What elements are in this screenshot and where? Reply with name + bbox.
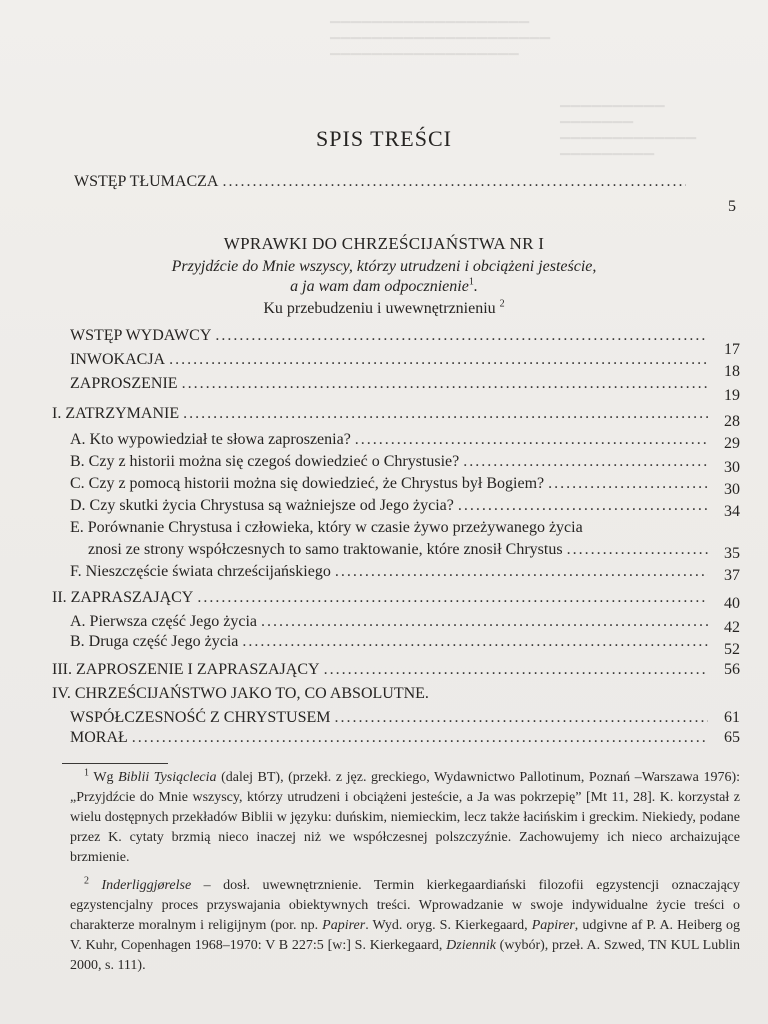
toc-entry[interactable] (74, 172, 692, 192)
toc-entry-label: znosi ze strony współczesnych to samo traktowanie, które znosił Chrystus (88, 541, 563, 558)
footnote-number: 1 (84, 767, 89, 779)
section-subtitle: Ku przebudzeniu i uwewnętrznieniu $^2$ (263, 298, 505, 317)
leader-dots (355, 430, 708, 450)
section-title: WPRAWKI DO CHRZEŚCIJAŃSTWA NR I (223, 234, 545, 253)
section-quote-line1: Przyjdźcie do Mnie wszyscy, którzy utrudzeni i obciążeni jesteście, (171, 258, 597, 275)
toc-entry[interactable] (70, 326, 740, 358)
toc-entry[interactable] (52, 588, 740, 612)
toc-entry[interactable] (70, 496, 740, 520)
toc-entry[interactable] (70, 632, 740, 658)
toc-entry[interactable] (70, 474, 740, 498)
leader-dots (335, 562, 708, 582)
toc-entry-page: 34 (724, 503, 740, 520)
toc-entry[interactable] (70, 350, 740, 380)
toc-entry-line1 (52, 684, 740, 704)
footnote-ref[interactable]: 2 (499, 298, 505, 310)
toc-entry-label: WSTĘP WYDAWCY (70, 327, 212, 344)
bleed-through-text: ▁▁▁▁▁▁▁▁▁▁ ▁▁▁▁▁▁▁ ▁▁▁▁▁▁▁▁▁▁▁▁▁ ▁▁▁▁▁▁▁▁▁ (560, 92, 697, 155)
toc-entry-label: B. Czy z historii można się czegoś dowiedzieć o Chrystusie? (70, 453, 460, 470)
leader-dots (548, 474, 708, 494)
footnote-1: $^1$ Wg Biblii Tysiąclecia (dalej BT), (przekł. z jęz. greckiego, Wydawnictwo Pallotinum, Poznań –Warszawa 1976): „Przyjdźcie do Mnie wszyscy, którzy utrudzeni i obciążeni jesteście, a Ja was pokrzepię” [Mt 11, 28]. K. korzystał z wielu dostępnych przekładów Biblii w języku: duńskim, niemieckim, lecz także łacińskim i greckim. Niekiedy, podane przez K. cytaty brzmią nieco inaczej niż we współczesnej polszczyźnie. Zachowujemy ich nieco archaizujące brzmienie. (70, 767, 740, 865)
leader-dots (458, 496, 708, 516)
section-quote-line2: a ja wam dam odpocznienie$^1$. (290, 276, 478, 295)
leader-dots (183, 404, 708, 424)
toc-entry-page: 17 (724, 341, 740, 358)
leader-dots (242, 632, 708, 652)
toc-entry-label: WSTĘP TŁUMACZA (74, 173, 219, 190)
toc-entry-label: A. Pierwsza część Jego życia (70, 613, 258, 630)
toc-entry-page: 65 (724, 729, 740, 746)
toc-entry-page: 37 (724, 567, 740, 584)
toc-entry-page: 30 (724, 481, 740, 498)
bleed-through-text: ▁▁▁▁▁▁▁▁▁▁▁▁▁▁▁▁▁▁▁ ▁▁▁▁▁▁▁▁▁▁▁▁▁▁▁▁▁▁▁▁▁ ▁▁▁▁▁▁▁▁▁▁▁▁▁▁▁▁▁▁ (330, 8, 551, 55)
toc-entry-label: IV. CHRZEŚCIJAŃSTWO JAKO TO, CO ABSOLUTNE. (52, 685, 429, 702)
footnote-2: $^2$ Inderliggjørelse – dosł. uwewnętrznienie. Termin kierkegaardiański filozofii egzystencji oznaczający egzystencjalny proces przyswajania obiektywnych treści. Wprowadzanie w swoje indywidualne życie treści o charakterze moralnym i religijnym (por. np. Papirer. Wyd. oryg. S. Kierkegaard, Papirer, udgivne af P. A. Heiberg og V. Kuhr, Copenhagen 1968–1970: V B 227:5 [w:] S. Kierkegaard, Dziennik (wybór), przeł. A. Szwed, TN KUL Lublin 2000, s. 111). (70, 875, 741, 973)
leader-dots (215, 326, 708, 346)
toc-entry-label: WSPÓŁCZESNOŚĆ Z CHRYSTUSEM (70, 709, 331, 726)
footnote-number: 2 (84, 875, 89, 887)
leader-dots (222, 172, 686, 192)
toc-entry-line1 (70, 518, 740, 538)
toc-entry-label: B. Druga część Jego życia (70, 633, 239, 650)
toc-entry-label: III. ZAPROSZENIE I ZAPRASZAJĄCY (52, 661, 320, 678)
leader-dots (197, 588, 708, 608)
toc-entry[interactable] (70, 708, 740, 728)
toc-entry-page: 5 (728, 198, 736, 215)
toc-entry[interactable] (70, 452, 740, 476)
leader-dots (182, 374, 708, 394)
toc-entry-label: I. ZATRZYMANIE (52, 405, 180, 422)
leader-dots (335, 708, 709, 728)
toc-entry[interactable] (70, 374, 740, 404)
toc-entry-label: ZAPROSZENIE (70, 375, 178, 392)
footnote-ref[interactable]: 1 (468, 276, 474, 288)
toc-entry[interactable] (52, 660, 740, 680)
toc-entry-page: 28 (724, 413, 740, 430)
toc-entry[interactable] (70, 430, 740, 450)
leader-dots (169, 350, 708, 370)
footnote-divider (62, 763, 168, 764)
toc-entry-page: 19 (724, 387, 740, 404)
leader-dots (463, 452, 708, 472)
toc-entry[interactable] (70, 728, 740, 748)
toc-entry-label: A. Kto wypowiedział te słowa zaproszenia? (70, 431, 351, 448)
toc-entry-label: INWOKACJA (70, 351, 166, 368)
toc-entry-page: 35 (724, 545, 740, 562)
leader-dots (261, 612, 708, 632)
toc-entry-label: E. Porównanie Chrystusa i człowieka, który w czasie żywo przeżywanego życia (70, 519, 583, 536)
toc-entry-page: 18 (724, 363, 740, 380)
toc-entry-page: 42 (724, 619, 740, 636)
toc-entry-label: F. Nieszczęście świata chrześcijańskiego (70, 563, 331, 580)
toc-entry[interactable] (70, 612, 740, 636)
toc-entry-page: 61 (724, 709, 740, 726)
toc-entry-label: MORAŁ (70, 729, 128, 746)
toc-entry[interactable] (52, 404, 740, 430)
toc-entry-page: 52 (724, 641, 740, 658)
page-title: SPIS TREŚCI (316, 126, 452, 151)
toc-entry-page: 40 (724, 595, 740, 612)
toc-entry-label: D. Czy skutki życia Chrystusa są ważniejsze od Jego życia? (70, 497, 454, 514)
toc-entry[interactable] (88, 540, 740, 560)
leader-dots (567, 540, 708, 560)
leader-dots (132, 728, 708, 748)
toc-entry-label: C. Czy z pomocą historii można się dowiedzieć, że Chrystus był Bogiem? (70, 475, 545, 492)
toc-entry-label: II. ZAPRASZAJĄCY (52, 589, 194, 606)
toc-entry[interactable] (70, 562, 740, 582)
toc-entry-page: 30 (724, 459, 740, 476)
leader-dots (324, 660, 708, 680)
toc-entry-page: 56 (724, 661, 740, 678)
toc-entry-page: 29 (724, 435, 740, 452)
